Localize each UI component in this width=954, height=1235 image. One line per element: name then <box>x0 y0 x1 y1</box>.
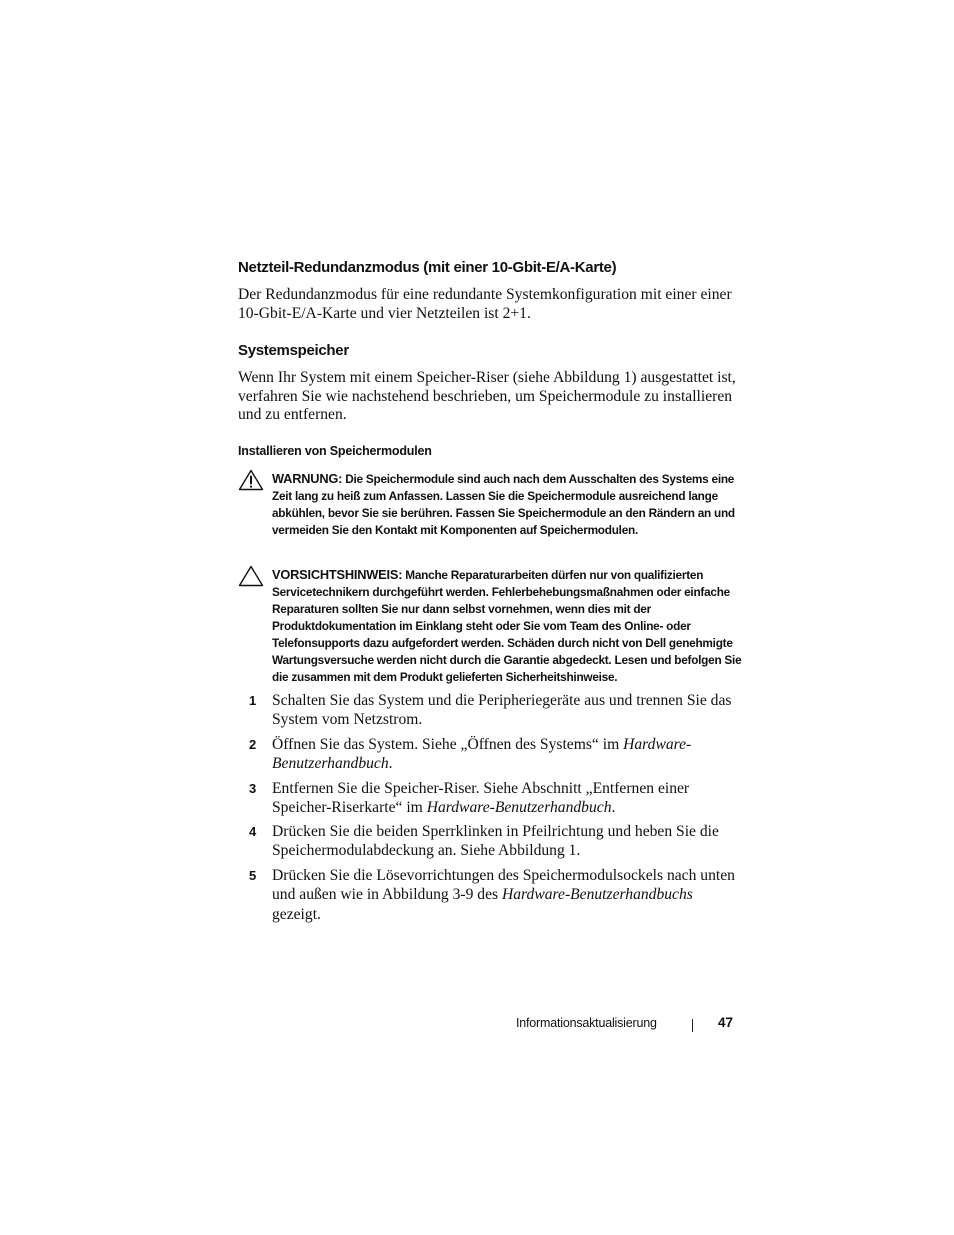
step-text-pre: Öffnen Sie das System. Siehe „Öffnen des Systems“ im <box>272 736 624 753</box>
step-text-post: . <box>611 799 616 817</box>
step-text: Schalten Sie das System und die Peripheriegeräte aus und trennen Sie das System vom Netzstrom. <box>272 692 732 729</box>
warning-body: Die Speichermodule sind auch nach dem Ausschalten des Systems eine Zeit lang zu heiß zum Anfassen. Lassen Sie die Speichermodule ausreichend lange abkühlen, bevor Sie sie berühren. Fassen Sie Speichermodule an den Rändern an und vermeiden Sie den Kontakt mit Komponenten auf Speichermodulen. <box>272 472 735 537</box>
manual-reference: Hardware-Benutzerhandbuch <box>272 736 692 773</box>
manual-reference: Hardware-Benutzerhandbuchs <box>501 886 693 904</box>
caution-label: VORSICHTSHINWEIS: <box>272 567 403 582</box>
caution-text <box>272 566 743 686</box>
step-number: 3 <box>249 781 257 796</box>
step-number: 5 <box>249 868 257 883</box>
caution-triangle-icon <box>238 565 264 587</box>
caution-notice <box>238 565 743 687</box>
step-text <box>272 735 744 774</box>
warning-notice <box>238 469 743 559</box>
step-text <box>272 779 744 818</box>
section-body-system-memory: Wenn Ihr System mit einem Speicher-Riser (siehe Abbildung 1) ausgestattet ist, verfahren Sie wie nachstehend beschrieben, um Speichermodule zu installieren und zu entfernen. <box>238 369 736 424</box>
warning-text <box>272 470 743 539</box>
footer-section-name: Informationsaktualisierung <box>516 1016 657 1030</box>
section-heading-system-memory: Systemspeicher <box>238 342 349 359</box>
step-number: 1 <box>249 693 257 708</box>
step-text-pre: Drücken Sie die Lösevorrichtungen des Speichermodulsockels nach unten und außen wie in Abbildung 3-9 des <box>272 867 735 904</box>
warning-triangle-icon <box>238 469 264 491</box>
step-text-pre: Entfernen Sie die Speicher-Riser. Siehe Abschnitt „Entfernen einer Speicher-Riserkarte“ im <box>272 780 690 817</box>
step-text: Drücken Sie die beiden Sperrklinken in Pfeilrichtung und heben Sie die Speichermodulabdeckung an. Siehe Abbildung 1. <box>272 823 719 860</box>
caution-body: Manche Reparaturarbeiten dürfen nur von qualifizierten Servicetechnikern durchgeführt werden. Fehlerbehebungsmaßnahmen oder einfache Reparaturen sollten Sie nur dann selbst vornehmen, wenn dies mit der Produktdokumentation im Einklang steht oder Sie vom Team des Online- oder Telefonsupports dazu aufgefordert werden. Schäden durch nicht von Dell genehmigte Wartungsversuche werden nicht durch die Garantie abgedeckt. Lesen und befolgen Sie die zusammen mit dem Produkt gelieferten Sicherheitshinweise. <box>272 568 742 684</box>
section-heading-power-redundancy: Netzteil-Redundanzmodus (mit einer 10-Gbit-E/A-Karte) <box>238 259 617 276</box>
manual-reference: Hardware-Benutzerhandbuch <box>426 799 612 817</box>
footer-divider <box>692 1019 693 1032</box>
step-text <box>272 866 744 924</box>
subsection-heading-install-memory: Installieren von Speichermodulen <box>238 444 432 458</box>
step-number: 4 <box>249 824 257 839</box>
warning-label: WARNUNG: <box>272 471 343 486</box>
step-text-post: . <box>388 755 393 773</box>
footer-page-number: 47 <box>718 1015 734 1030</box>
step-number: 2 <box>249 737 257 752</box>
section-body-power-redundancy: Der Redundanzmodus für eine redundante Systemkonfiguration mit einer einer 10-Gbit-E/A-Karte und vier Netzteilen ist 2+1. <box>238 286 732 322</box>
step-text-post: gezeigt. <box>272 905 321 923</box>
